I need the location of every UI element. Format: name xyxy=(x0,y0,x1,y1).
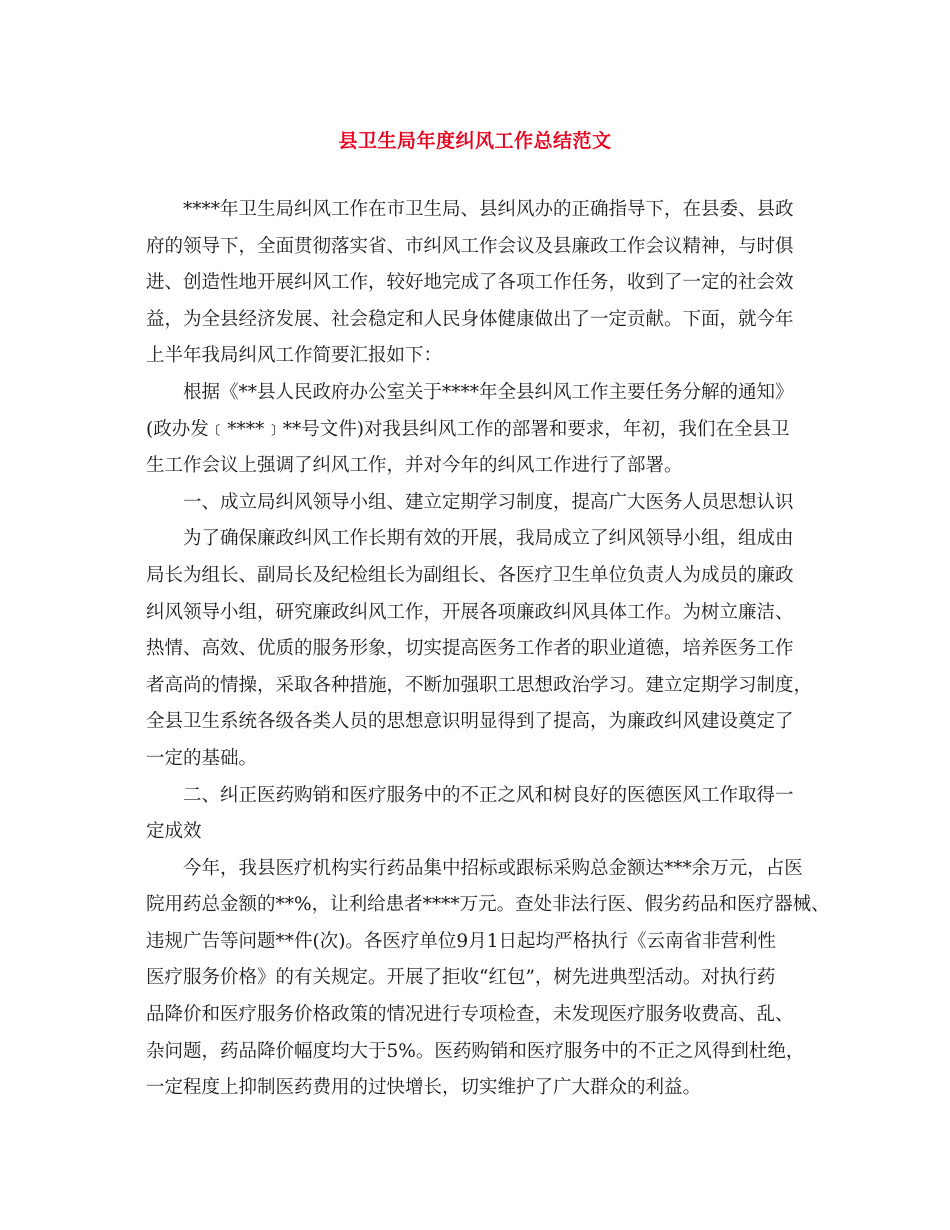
body-line: 府的领导下，全面贯彻落实省、市纠风工作会议及县廉政工作会议精神，与时俱 xyxy=(146,235,794,257)
body-line: 生工作会议上强调了纠风工作，并对今年的纠风工作进行了部署。 xyxy=(146,455,683,477)
body-line: 院用药总金额的**%，让利给患者****万元。查处非法行医、假劣药品和医疗器械、 xyxy=(146,894,830,916)
body-line: 品降价和医疗服务价格政策的情况进行专项检查，未发现医疗服务收费高、乱、 xyxy=(146,1004,794,1026)
body-line: 杂问题，药品降价幅度均大于5%。医药购销和医疗服务中的不正之风得到杜绝， xyxy=(146,1040,805,1062)
body-line: 益，为全县经济发展、社会稳定和人民身体健康做出了一定贡献。下面，就今年 xyxy=(146,308,794,330)
body-line: 局长为组长、副局长及纪检组长为副组长、各医疗卫生单位负责人为成员的廉政 xyxy=(146,564,794,586)
body-line: (政办发﹝****﹞**号文件)对我县纠风工作的部署和要求，年初，我们在全县卫 xyxy=(146,418,790,440)
body-line: 进、创造性地开展纠风工作，较好地完成了各项工作任务，收到了一定的社会效 xyxy=(146,272,794,294)
body-line: 为了确保廉政纠风工作长期有效的开展，我局成立了纠风领导小组，组成由 xyxy=(183,528,794,550)
body-line: 热情、高效、优质的服务形象，切实提高医务工作者的职业道德，培养医务工作 xyxy=(146,638,794,660)
body-line: 纠风领导小组，研究廉政纠风工作，开展各项廉政纠风具体工作。为树立廉洁、 xyxy=(146,601,794,623)
body-line: 医疗服务价格》的有关规定。开展了拒收“红包”，树先进典型活动。对执行药 xyxy=(146,967,776,989)
document-body xyxy=(146,192,830,1107)
body-line: 上半年我局纠风工作简要汇报如下： xyxy=(146,345,443,367)
body-line: 一定程度上抑制医药费用的过快增长，切实维护了广大群众的利益。 xyxy=(146,1077,702,1099)
body-line: 违规广告等问题**件(次)。各医疗单位9月1日起均严格执行《云南省非营利性 xyxy=(146,930,776,952)
body-line: 者高尚的情操，采取各种措施，不断加强职工思想政治学习。建立定期学习制度， xyxy=(146,674,813,696)
document-title: 县卫生局年度纠风工作总结范文 xyxy=(338,130,612,152)
body-line: 一定的基础。 xyxy=(146,747,258,769)
section-heading: 二、纠正医药购销和医疗服务中的不正之风和树良好的医德医风工作取得一 xyxy=(183,784,794,806)
body-line: ****年卫生局纠风工作在市卫生局、县纠风办的正确指导下，在县委、县政 xyxy=(183,199,794,220)
section-heading: 一、成立局纠风领导小组、建立定期学习制度，提高广大医务人员思想认识 xyxy=(183,491,794,513)
body-line: 全县卫生系统各级各类人员的思想意识明显得到了提高，为廉政纠风建设奠定了 xyxy=(146,711,794,733)
body-line: 今年，我县医疗机构实行药品集中招标或跟标采购总金额达***余万元，占医 xyxy=(183,857,803,879)
body-line: 根据《**县人民政府办公室关于****年全县纠风工作主要任务分解的通知》 xyxy=(183,381,794,403)
section-heading: 定成效 xyxy=(146,821,202,843)
